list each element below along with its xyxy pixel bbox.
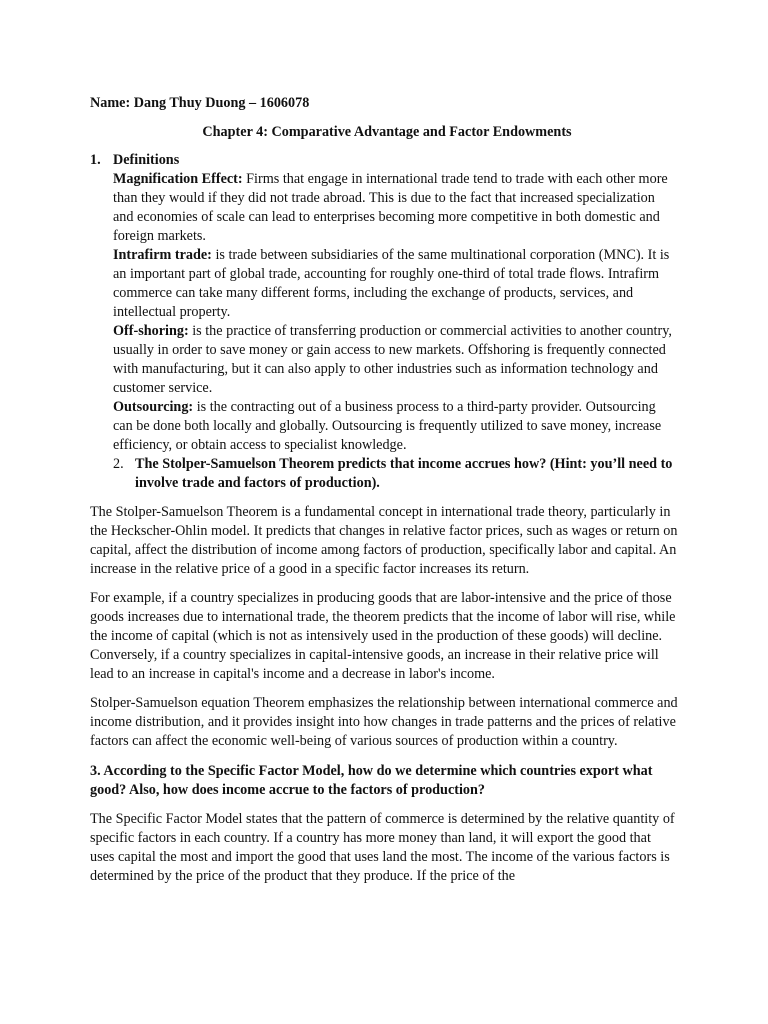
definition-text: is the practice of transferring production or commercial activities to another country, usually in order to save money or gain access to new markets. Offshoring is frequently connected with manufacturing, but it can also apply to other industries such as information technology and customer service. xyxy=(113,323,672,396)
definition-text: Firms that engage in international trade tend to trade with each other more than they would if they did not trade abroad. This is due to the fact that increased specialization and economies of scale can lead to enterprises becoming more competitive in both domestic and foreign markets. xyxy=(113,171,668,244)
definitions-list xyxy=(90,170,678,455)
student-name-line: Name: Dang Thuy Duong – 1606078 xyxy=(90,95,310,111)
definition-text: is the contracting out of a business process to a third-party provider. Outsourcing can be done both locally and globally. Outsourcing is frequently utilized to save money, increase efficiency, or obtain access to specialist knowledge. xyxy=(113,399,662,453)
section-2-paragraph: The Stolper-Samuelson Theorem is a fundamental concept in international trade theory, particularly in the Heckscher-Ohlin model. It predicts that changes in relative factor prices, such as wages or return on capital, affect the distribution of income among factors of production, specifically labor and capital. An increase in the relative price of a good in a specific factor increases its return. xyxy=(90,504,678,577)
definition-item xyxy=(113,322,678,398)
definition-item xyxy=(113,398,678,455)
section-1-heading xyxy=(90,151,678,170)
section-2-paragraph: For example, if a country specializes in producing goods that are labor-intensive and the price of those goods increases due to international trade, the theorem predicts that the income of labor will rise, while the income of capital (which is not as intensively used in the production of these goods) will decline. Conversely, if a country specializes in capital-intensive goods, an increase in their relative price will lead to an increase in capital's income and a decrease in labor's income. xyxy=(90,590,676,682)
chapter-title: Chapter 4: Comparative Advantage and Factor Endowments xyxy=(202,124,572,140)
definition-item xyxy=(113,170,678,246)
section-2-paragraph: Stolper-Samuelson equation Theorem emphasizes the relationship between international commerce and income distribution, and it provides insight into how changes in trade patterns and the prices of relative factors can affect the economic well-being of various sources of production within a country. xyxy=(90,695,678,749)
section-3-question: 3. According to the Specific Factor Model, how do we determine which countries export what good? Also, how does income accrue to the factors of production? xyxy=(90,763,653,798)
section-3-paragraph: The Specific Factor Model states that the pattern of commerce is determined by the relative quantity of specific factors in each country. If a country has more money than land, it will export the good that uses capital the most and import the good that uses land the most. The income of the various factors is determined by the price of the product that they produce. If the price of the xyxy=(90,811,675,884)
section-2-heading xyxy=(90,455,678,493)
section-1-number: 1. xyxy=(90,152,101,168)
section-1-title: Definitions xyxy=(113,152,180,168)
definition-item xyxy=(113,246,678,322)
definition-term: Outsourcing: xyxy=(113,399,194,415)
definition-term: Magnification Effect: xyxy=(113,171,243,187)
section-2-number: 2. xyxy=(113,456,124,472)
definition-term: Intrafirm trade: xyxy=(113,247,212,263)
section-2-question: The Stolper-Samuelson Theorem predicts that income accrues how? (Hint: you’ll need to involve trade and factors of production). xyxy=(135,456,673,491)
definition-text: is trade between subsidiaries of the same multinational corporation (MNC). It is an important part of global trade, accounting for roughly one-third of total trade flows. Intrafirm commerce can take many different forms, including the exchange of products, services, and intellectual property. xyxy=(113,247,670,320)
definition-term: Off-shoring: xyxy=(113,323,189,339)
